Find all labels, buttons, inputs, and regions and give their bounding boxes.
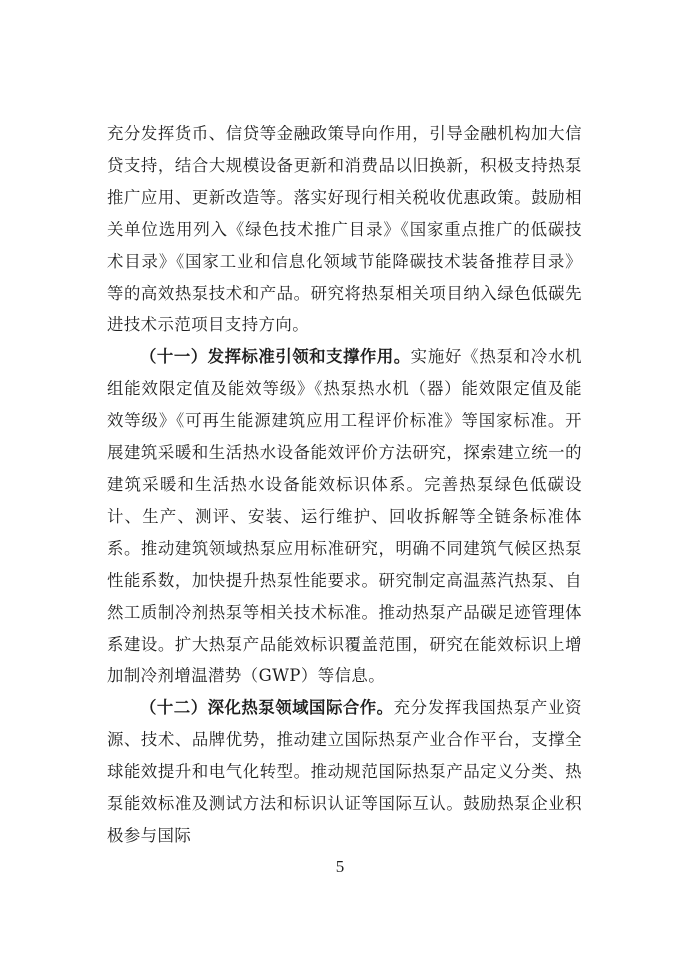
page-number: 5: [335, 857, 345, 876]
document-body: [107, 118, 582, 852]
paragraph-financial-support: [107, 118, 582, 341]
paragraph-text: 充分发挥我国热泵产业资源、技术、品牌优势，推动建立国际热泵产业合作平台，支撑全球能效提升和电气化转型。推动规范国际热泵产品定义分类、热泵能效标准及测试方法和标识认证等国际互认。鼓励热泵企业积极参与国际: [107, 698, 582, 845]
paragraph-international-cooperation: [107, 692, 582, 852]
paragraph-standards: [107, 341, 582, 692]
section-heading-12: （十二）深化热泵领域国际合作。: [140, 698, 394, 718]
section-heading-11: （十一）发挥标准引领和支撑作用。: [140, 347, 411, 367]
paragraph-text: 实施好《热泵和冷水机组能效限定值及能效等级》《热泵热水机（器）能效限定值及能效等级》《可再生能源建筑应用工程评价标准》等国家标准。开展建筑采暖和生活热水设备能效评价方法研究，探索建立统一的建筑采暖和生活热水设备能效标识体系。完善热泵绿色低碳设计、生产、测评、安装、运行维护、回收拆解等全链条标准体系。推动建筑领域热泵应用标准研究，明确不同建筑气候区热泵性能系数，加快提升热泵性能要求。研究制定高温蒸汽热泵、自然工质制冷剂热泵等相关技术标准。推动热泵产品碳足迹管理体系建设。扩大热泵产品能效标识覆盖范围，研究在能效标识上增加制冷剂增温潜势（GWP）等信息。: [107, 347, 583, 686]
paragraph-text: 充分发挥货币、信贷等金融政策导向作用，引导金融机构加大信贷支持，结合大规模设备更新和消费品以旧换新，积极支持热泵推广应用、更新改造等。落实好现行相关税收优惠政策。鼓励相关单位选用列入《绿色技术推广目录》《国家重点推广的低碳技术目录》《国家工业和信息化领域节能降碳技术装备推荐目录》等的高效热泵技术和产品。研究将热泵相关项目纳入绿色低碳先进技术示范项目支持方向。: [107, 124, 582, 335]
